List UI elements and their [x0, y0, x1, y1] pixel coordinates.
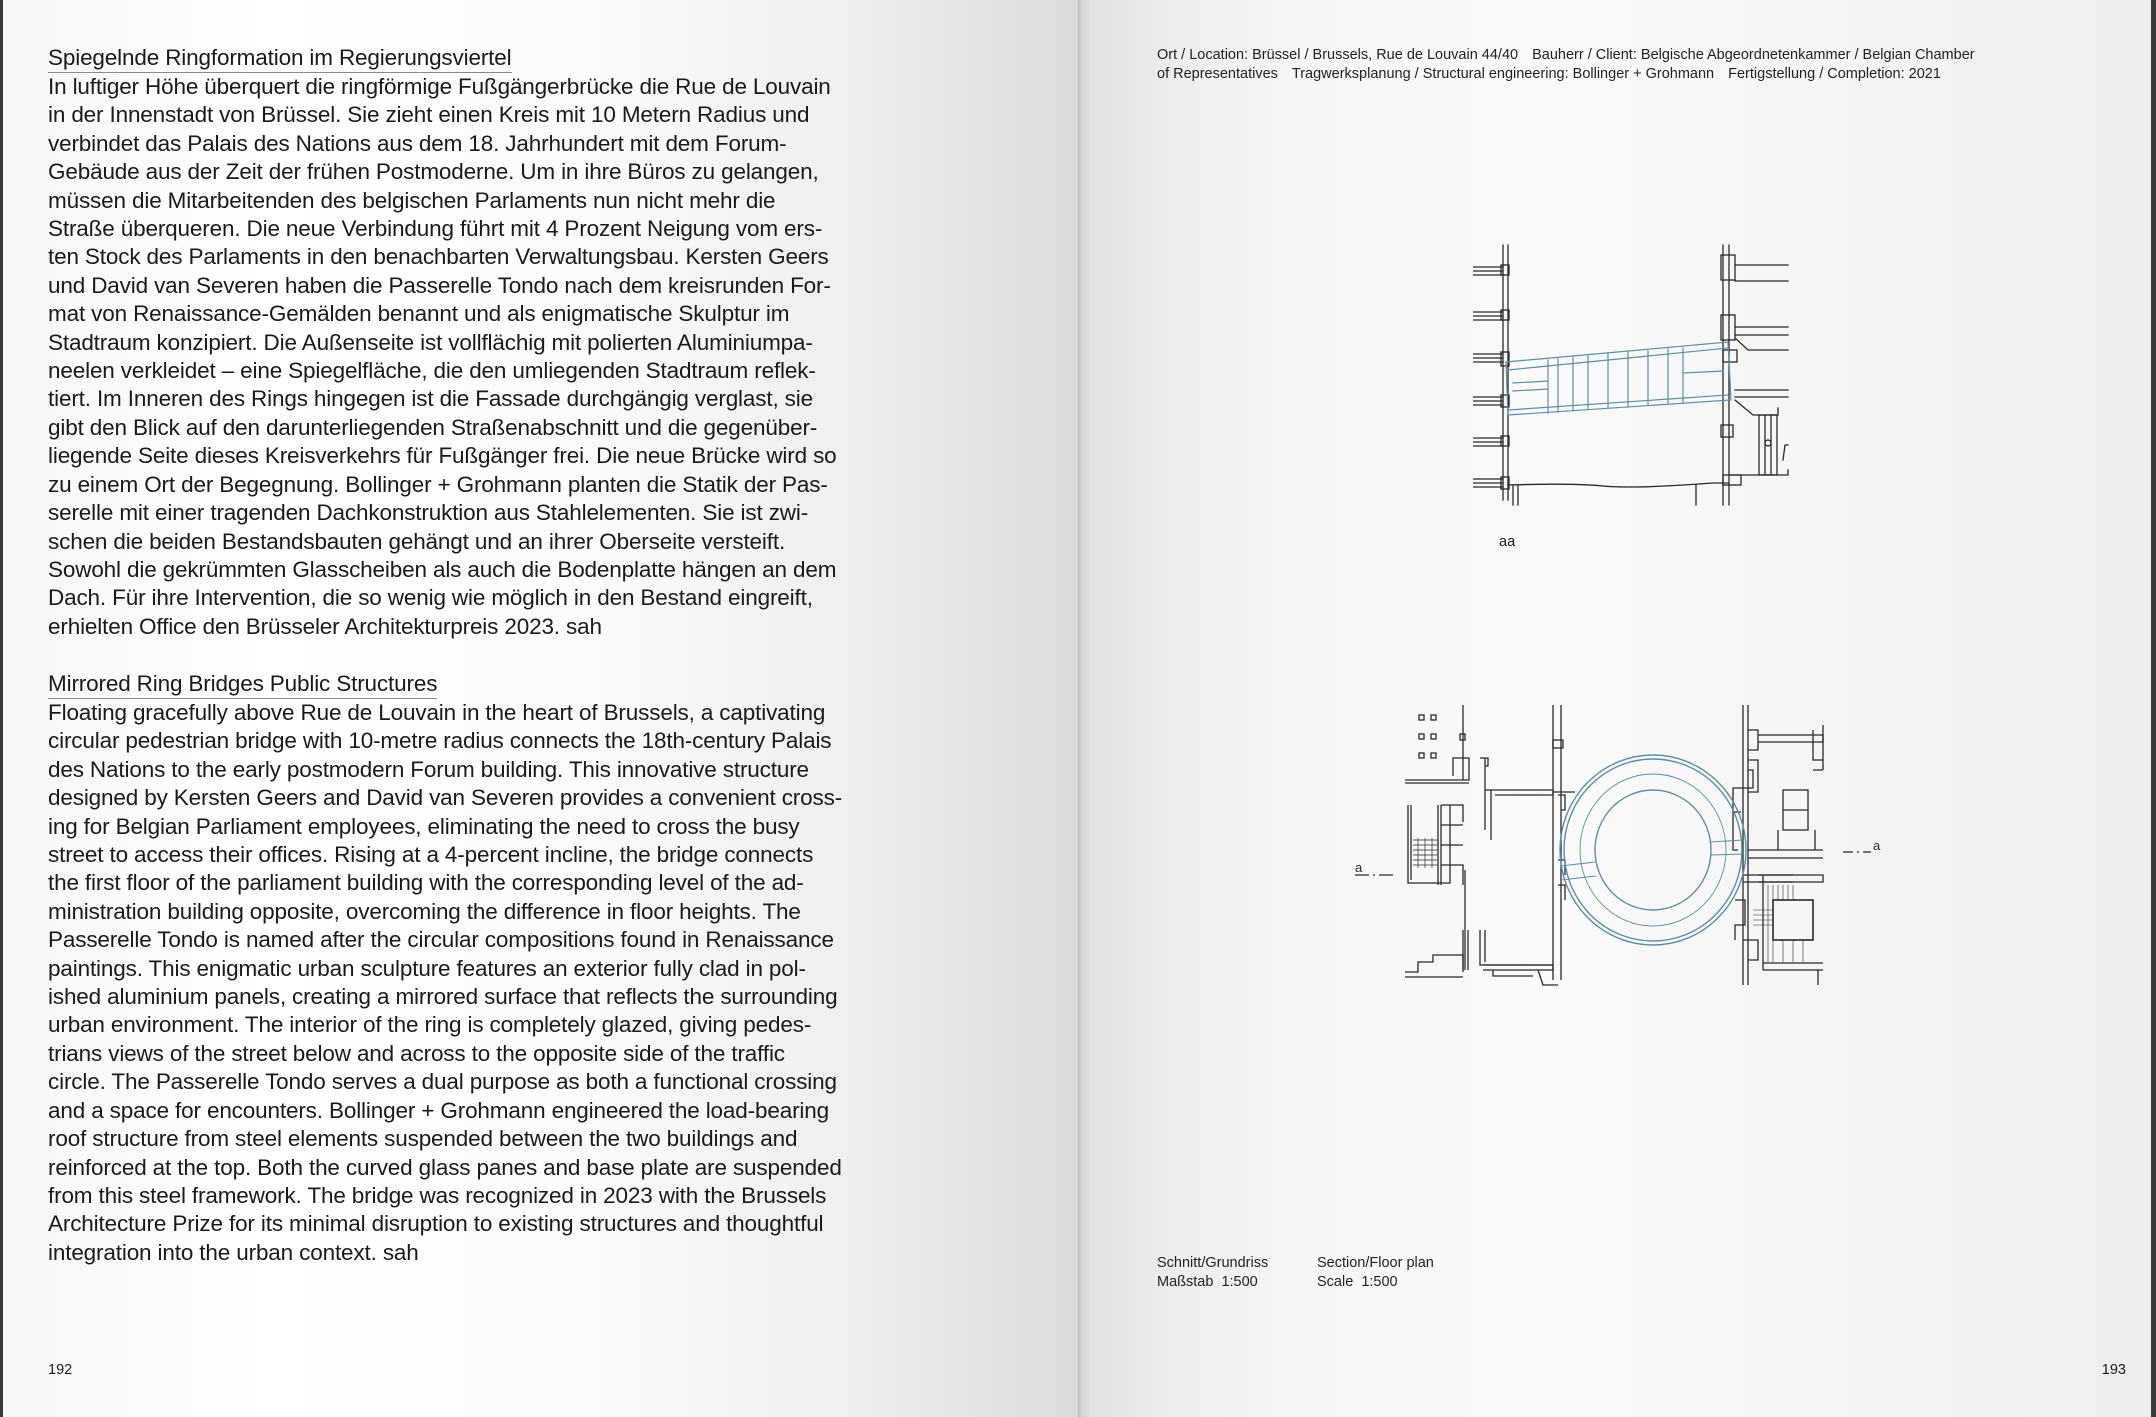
article-english [48, 670, 928, 1267]
body-line: urban environment. The interior of the ring is completely glazed, giving pedes- [48, 1012, 812, 1038]
body-line: gibt den Blick auf den darunterliegenden Straßenabschnitt und die gegenüber- [48, 414, 818, 440]
article-german [48, 44, 928, 641]
caption-de-title: Schnitt/Grundriss [1157, 1255, 1269, 1271]
body-line: Dach. Für ihre Intervention, die so wenig wie möglich in den Bestand eingreift, [48, 585, 813, 611]
body-line: in der Innenstadt von Brüssel. Sie zieht einen Kreis mit 10 Metern Radius und [48, 102, 810, 128]
body-line: mat von Renaissance-Gemälden benannt und als enigmatische Skulptur im [48, 301, 790, 327]
caption-en-scale: Scale 1:500 [1317, 1274, 1398, 1290]
completion-info: Fertigstellung / Completion: 2021 [1728, 66, 1941, 82]
body-line: schen die beiden Bestandsbauten gehängt und an ihrer Oberseite versteift. [48, 528, 786, 554]
body-line: liegende Seite dieses Kreisverkehrs für Fußgänger frei. Die neue Brücke wird so [48, 443, 837, 469]
section-label: aa [1499, 534, 1516, 550]
body-line: ished aluminium panels, creating a mirrored surface that reflects the surrounding [48, 984, 838, 1010]
location-info: Ort / Location: Brüssel / Brussels, Rue de Louvain 44/40 [1157, 47, 1519, 63]
figure-caption [1157, 1254, 1517, 1292]
body-line: ministration building opposite, overcoming the difference in floor heights. The [48, 898, 801, 924]
body-line: erhielten Office den Brüsseler Architekturpreis 2023. sah [48, 613, 602, 639]
body-line: paintings. This enigmatic urban sculpture features an exterior fully clad in pol- [48, 955, 806, 981]
structural-engineering-info: Tragwerksplanung / Structural engineering: Bollinger + Grohmann [1291, 66, 1715, 82]
body-line: reinforced at the top. Both the curved glass panes and base plate are suspended [48, 1154, 842, 1180]
client-info-cont: of Representatives [1157, 66, 1278, 82]
section-drawing [1473, 235, 1803, 515]
body-line: In luftiger Höhe überquert die ringförmige Fußgängerbrücke die Rue de Louvain [48, 74, 831, 99]
body-line: and a space for encounters. Bollinger + Grohmann engineered the load-bearing [48, 1097, 830, 1123]
body-line: circle. The Passerelle Tondo serves a dual purpose as both a functional crossing [48, 1069, 837, 1095]
client-info: Bauherr / Client: Belgische Abgeordnetenkammer / Belgian Chamber [1532, 47, 1975, 63]
body-line: from this steel framework. The bridge was recognized in 2023 with the Brussels [48, 1182, 827, 1208]
body-line: Floating gracefully above Rue de Louvain in the heart of Brussels, a captivating [48, 700, 826, 725]
book-spread [3, 0, 2151, 1417]
project-info-line [1157, 65, 2117, 84]
body-line: ten Stock des Parlaments in den benachbarten Verwaltungsbau. Kersten Geers [48, 244, 829, 270]
article-body [48, 699, 928, 1267]
body-line: trians views of the street below and across to the opposite side of the traffic [48, 1040, 785, 1066]
article-heading: Mirrored Ring Bridges Public Structures [48, 670, 437, 699]
body-line: serelle mit einer tragenden Dachkonstruktion aus Stahlelementen. Sie ist zwi- [48, 500, 809, 526]
body-line: Architecture Prize for its minimal disruption to existing structures and thoughtful [48, 1211, 824, 1237]
body-line: street to access their offices. Rising at a 4-percent incline, the bridge connects [48, 842, 814, 868]
body-line: Stadtraum konzipiert. Die Außenseite ist vollflächig mit polierten Aluminiumpa- [48, 329, 813, 355]
project-info-line [1157, 46, 2117, 65]
body-line: verbindet das Palais des Nations aus dem 18. Jahrhundert mit dem Forum- [48, 130, 787, 156]
book-gutter [1078, 0, 1082, 1417]
body-line: roof structure from steel elements suspended between the two buildings and [48, 1126, 798, 1152]
body-line: und David van Severen haben die Passerelle Tondo nach dem kreisrunden For- [48, 272, 831, 298]
body-line: neelen verkleidet – eine Spiegelfläche, die den umliegenden Stadtraum reflek- [48, 358, 816, 384]
article-body [48, 73, 928, 641]
body-line: müssen die Mitarbeitenden des belgischen Parlaments nun nicht mehr die [48, 187, 776, 213]
page-number: 193 [2101, 1362, 2126, 1378]
body-line: the first floor of the parliament building with the corresponding level of the ad- [48, 870, 804, 896]
left-page [3, 0, 1078, 1417]
page-number: 192 [48, 1362, 73, 1378]
body-line: Passerelle Tondo is named after the circular compositions found in Renaissance [48, 927, 834, 953]
body-line: tiert. Im Inneren des Rings hingegen ist die Fassade durchgängig verglast, sie [48, 386, 813, 412]
floor-plan-drawing [1353, 700, 2013, 990]
body-line: integration into the urban context. sah [48, 1239, 419, 1265]
body-line: circular pedestrian bridge with 10-metre radius connects the 18th-century Palais [48, 728, 832, 754]
project-info [1157, 46, 2117, 84]
caption-de-scale: Maßstab 1:500 [1157, 1274, 1258, 1290]
caption-en-title: Section/Floor plan [1317, 1255, 1434, 1271]
body-line: Straße überqueren. Die neue Verbindung führt mit 4 Prozent Neigung vom ers- [48, 216, 823, 242]
body-line: designed by Kersten Geers and David van Severen provides a convenient cross- [48, 785, 843, 811]
article-heading: Spiegelnde Ringformation im Regierungsviertel [48, 44, 512, 73]
body-line: Gebäude aus der Zeit der frühen Postmoderne. Um in ihre Büros zu gelangen, [48, 159, 819, 185]
body-line: Sowohl die gekrümmten Glasscheiben als auch die Bodenplatte hängen an dem [48, 556, 837, 582]
right-page [1078, 0, 2151, 1417]
body-line: ing for Belgian Parliament employees, eliminating the need to cross the busy [48, 813, 800, 839]
body-line: zu einem Ort der Begegnung. Bollinger + Grohmann planten die Statik der Pas- [48, 471, 828, 497]
body-line: des Nations to the early postmodern Forum building. This innovative structure [48, 756, 809, 782]
section-marker-left: a [1355, 860, 1363, 875]
section-marker-right: a [1873, 838, 1881, 853]
